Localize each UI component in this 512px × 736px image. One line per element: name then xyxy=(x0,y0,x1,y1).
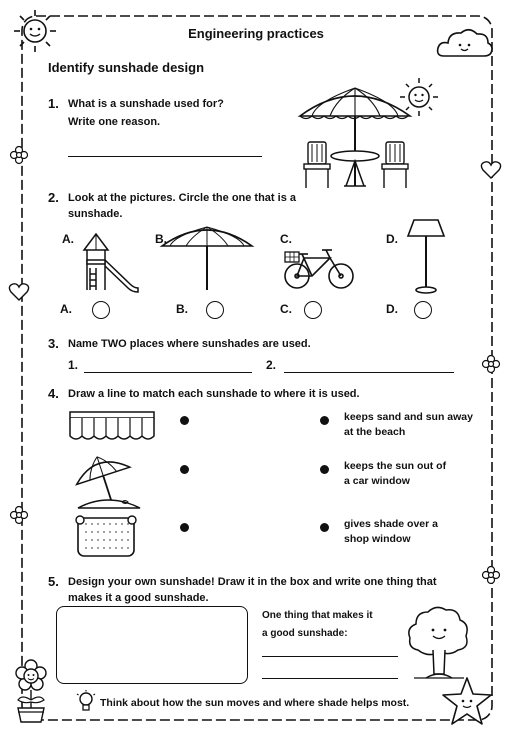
blank-label: 1. xyxy=(68,358,79,372)
match-text: a car window xyxy=(344,475,410,487)
answer-line[interactable] xyxy=(68,156,262,157)
match-text: shop window xyxy=(344,533,411,545)
drawing-box[interactable] xyxy=(56,606,248,684)
floor-lamp-icon xyxy=(404,218,448,294)
match-dot-left[interactable] xyxy=(180,523,189,532)
beach-umbrella-icon xyxy=(68,450,148,512)
match-dot-left[interactable] xyxy=(180,465,189,474)
question-text: Look at the pictures. Circle the one that is a xyxy=(68,192,296,204)
match-text: keeps sand and sun away xyxy=(344,411,473,423)
match-text: at the beach xyxy=(344,426,406,438)
heart-icon xyxy=(8,282,30,302)
answer-line[interactable] xyxy=(262,656,398,657)
umbrella-icon xyxy=(160,224,254,292)
blank-label: 2. xyxy=(266,358,277,372)
question-text: Draw a line to match each sunshade to where it is used. xyxy=(68,388,360,400)
option-label: D. xyxy=(386,302,398,316)
question-text: makes it a good sunshade. xyxy=(68,592,209,604)
page-title: Engineering practices xyxy=(188,26,324,41)
option-a-circle[interactable] xyxy=(92,301,110,319)
option-label: A. xyxy=(60,302,72,316)
question-text: Design your own sunshade! Draw it in the box and write one thing that xyxy=(68,576,437,588)
bicycle-icon xyxy=(282,244,356,292)
star-icon xyxy=(440,676,494,726)
option-d-circle[interactable] xyxy=(414,301,432,319)
question-number: 3. xyxy=(48,336,59,351)
question-text: Name TWO places where sunshades are used. xyxy=(68,338,311,350)
flower-icon xyxy=(10,506,28,524)
sun-icon xyxy=(398,76,440,118)
match-dot-right[interactable] xyxy=(320,416,329,425)
option-label: B. xyxy=(155,232,167,246)
playground-slide-icon xyxy=(80,230,140,294)
shop-awning-icon xyxy=(68,410,156,446)
car-window-shade-icon xyxy=(72,512,140,560)
option-c-circle[interactable] xyxy=(304,301,322,319)
tip-text: Think about how the sun moves and where shade helps most. xyxy=(100,697,410,709)
match-dot-right[interactable] xyxy=(320,523,329,532)
tree-icon xyxy=(406,604,472,682)
prompt-text: One thing that makes it xyxy=(262,610,373,621)
potted-flower-icon xyxy=(10,658,52,724)
question-text: sunshade. xyxy=(68,208,123,220)
question-number: 5. xyxy=(48,574,59,589)
flower-icon xyxy=(482,355,500,373)
answer-line[interactable] xyxy=(262,678,398,679)
match-text: gives shade over a xyxy=(344,518,438,530)
question-number: 4. xyxy=(48,386,59,401)
match-dot-right[interactable] xyxy=(320,465,329,474)
flower-icon xyxy=(482,566,500,584)
match-dot-left[interactable] xyxy=(180,416,189,425)
answer-line[interactable] xyxy=(84,372,252,373)
question-number: 1. xyxy=(48,96,59,111)
question-number: 2. xyxy=(48,190,59,205)
option-label: C. xyxy=(280,232,292,246)
flower-icon xyxy=(10,146,28,164)
prompt-text: a good sunshade: xyxy=(262,628,348,639)
page-subtitle: Identify sunshade design xyxy=(48,60,205,75)
option-label: A. xyxy=(62,232,74,246)
option-label: B. xyxy=(176,302,188,316)
answer-line[interactable] xyxy=(284,372,454,373)
heart-icon xyxy=(480,160,502,180)
question-text: What is a sunshade used for? xyxy=(68,98,224,110)
option-label: D. xyxy=(386,232,398,246)
question-text: Write one reason. xyxy=(68,116,161,128)
lightbulb-icon xyxy=(76,690,96,714)
option-b-circle[interactable] xyxy=(206,301,224,319)
option-label: C. xyxy=(280,302,292,316)
match-text: keeps the sun out of xyxy=(344,460,447,472)
